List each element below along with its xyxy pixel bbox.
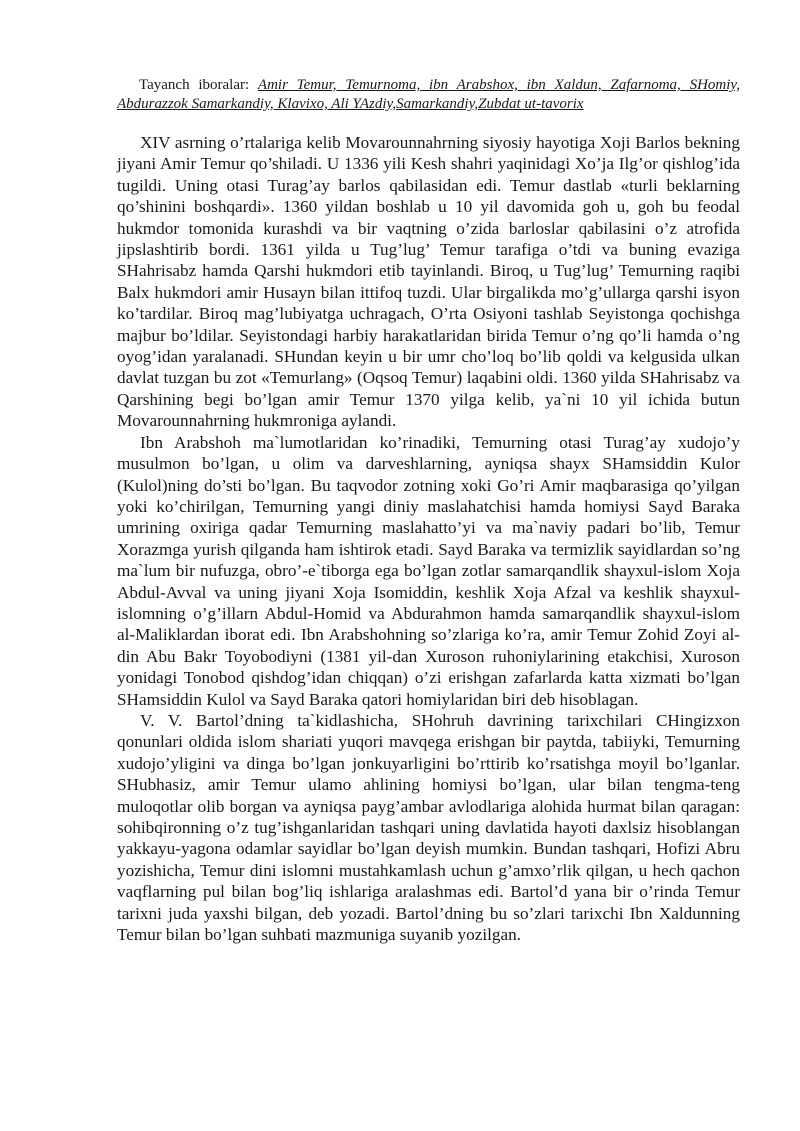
paragraph-3: V. V. Bartol’dning ta`kidlashicha, SHohruh davrining tarixchilari CHingizxon qonunlari oldida islom shariati yuqori mavqega erishgan bir paytda, tabiiyki, Temurning xudojo’yligini va dinga bo’lgan jonkuyarligini bo’rttirib ko’rsatishga moyil bo’lganlar. SHubhasiz, amir Temur ulamo ahlining homiysi bo’lgan, ular bilan tengma-teng muloqotlar olib borgan va ayniqsa payg’ambar avlodlariga alohida hurmat bilan qaragan: sohibqironning o’z tug’ishganlaridan tashqari uning davlatida hayoti daxlsiz hisoblangan yakkayu-yagona odamlar sayidlar bo’lgan deyish mumkin. Bundan tashqari, Hofizi Abru yozishicha, Temur dini islomni mustahkamlash uchun g’amxo’rlik qilgan, u hech qachon vaqflarning pul bilan bog’liq ishlariga aralashmas edi. Bartol’d yana bir o’rinda Temur tarixni juda yaxshi bilgan, deb yozadi. Bartol’dning bu so’zlari tarixchi Ibn Xaldunning Temur bilan bo’lgan suhbati mazmuniga suyanib yozilgan. <box>117 710 740 945</box>
keywords-label: Tayanch iboralar: <box>139 77 258 93</box>
keywords-list: Amir Temur, Temurnoma, ibn Arabshox, ibn Xaldun, Zafarnoma, SHomiy, Abdurazzok Samarkandiy, Klavixo, Ali YAzdiy,Samarkandiy,Zubdat ut-tavorix <box>117 77 740 112</box>
paragraph-1: XIV asrning o’rtalariga kelib Movarounnahrning siyosiy hayotiga Xoji Barlos bekning jiyani Amir Temur qo’shiladi. U 1336 yili Kesh shahri yaqinidagi Xo’ja Ilg’or qishlog’ida tugildi. Uning otasi Turag’ay barlos qabilasidan edi. Temur dastlab «turli beklarning qo’shinini boshqardi». 1360 yildan boshlab u 10 yil davomida goh u, goh bu feodal hukmdor tomonida kurashdi va bir vaqtning o’zida barloslar qabilasini o’z atrofida jipslashtirib bordi. 1361 yilda u Tug’lug’ Temur tarafiga o’tdi va buning evaziga SHahrisabz hamda Qarshi hukmdori etib tayinlandi. Biroq, u Tug’lug’ Temurning raqibi Balx hukmdori amir Husayn bilan ittifoq tuzdi. Ular birgalikda mo’g’ullarga qarshi isyon ko’tardilar. Biroq mag’lubiyatga uchragach, O’rta Osiyoni tashlab Seyistonga qochishga majbur bo’ldilar. Seyistondagi harbiy harakatlaridan birida Temur o’ng qo’li hamda o’ng oyog’idan yaralanadi. SHundan keyin u bir umr cho’loq bo’lib qoldi va kelgusida ulkan davlat tuzgan bu zot «Temurlang» (Oqsoq Temur) laqabini oldi. 1360 yilda SHahrisabz va Qarshining begi bo’lgan amir Temur 1370 yilga kelib, ya`ni 10 yil ichida butun Movarounnahrning hukmroniga aylandi. <box>117 133 740 431</box>
document-page <box>117 76 740 945</box>
keywords-line <box>117 76 740 114</box>
paragraph-2: Ibn Arabshoh ma`lumotlaridan ko’rinadiki, Temurning otasi Turag’ay xudojo’y musulmon bo’lgan, u olim va darveshlarning, ayniqsa shayx SHamsiddin Kulor (Kulol)ning do’sti bo’lgan. Bu taqvodor zotning xoki Go’ri Amir maqbarasiga qo’yilgan yoki ko’chirilgan, Temurning yangi diniy maslahatchisi hamda homiysi Sayd Baraka umrining oxiriga qadar Temurning maslahatto’yi va ma`naviy padari bo’lib, Temur Xorazmga yurish qilganda ham ishtirok etadi. Sayd Baraka va termizlik sayidlardan so’ng ma`lum bir nufuzga, obro’-e`tiborga ega bo’lgan zotlar samarqandlik shayxul-islom Xoja Abdul-Avval va uning jiyani Xoja Isomiddin, keshlik Xoja Afzal va keshlik shayxul-islomning o’g’illarn Abdul-Homid va Abdurahmon hamda samarqandlik shayxul-islom al-Maliklardan iborat edi. Ibn Arabshohning so’zlariga ko’ra, amir Temur Zohid Zoyi al-din Abu Bakr Toyobodiyni (1381 yil-dan Xuroson ruhoniylarining etakchisi, Xuroson yonidagi Tonobod qishdog’idan chiqqan) o’zi erishgan zafarlarda katta xizmati bo’lgan SHamsiddin Kulol va Sayd Baraka qatori homiylaridan biri deb hisoblagan. <box>117 432 740 709</box>
